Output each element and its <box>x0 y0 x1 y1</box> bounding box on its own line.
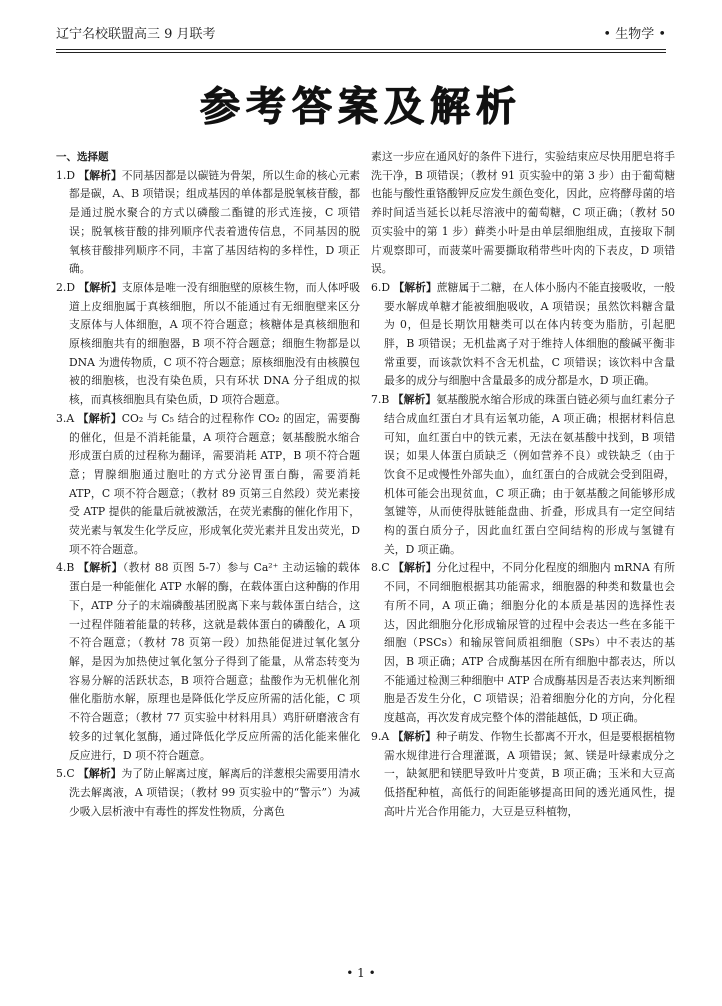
analysis-text: 支原体是唯一没有细胞壁的原核生物，而人体呼吸道上皮细胞属于真核细胞，所以不能通过有无细胞壁来区分支原体与人体细胞，A 项不符合题意；核糖体是真核细胞和原核细胞共有的细胞器，B 项不符合题意；细胞生物都是以 DNA 为遗传物质，C 项不符合题意；原核细胞没有由核膜包被的细胞核，也没有染色质，只有环状 DNA 分子组成的拟核，而真核细胞具有染色质，D 项符合题意。 <box>69 280 361 407</box>
answer-letter: B <box>381 393 390 407</box>
left-column <box>56 148 360 821</box>
analysis-tag: 【解析】 <box>78 280 122 294</box>
analysis-tag: 【解析】 <box>78 561 123 575</box>
analysis-tag: 【解析】 <box>392 729 437 743</box>
answer-item <box>371 391 675 559</box>
answer-item <box>371 559 675 727</box>
question-number: 4. <box>56 561 67 575</box>
question-number: 6. <box>371 280 382 294</box>
answer-item <box>371 279 675 391</box>
answer-letter: B <box>66 561 75 575</box>
analysis-text: （教材 88 页图 5-7）参与 Ca²⁺ 主动运输的载体蛋白是一种能催化 ATP 水解的酶，在载体蛋白这种酶的作用下，ATP 分子的末端磷酸基团脱离下来与载体蛋白结合，这一过程伴随着能量的转移，这就是载体蛋白的磷酸化，A 项不符合题意；（教材 78 页第一段）加热能促进过氧化氢分解，是因为加热使过氧化氢分子得到了能量，从常态转变为容易分解的活跃状态，B 项符合题意；盐酸作为无机催化剂催化脂肪水解，原理也是降低化学反应所需的活化能，C 项不符合题意；（教材 77 页实验中材料用具）鸡肝研磨液含有较多的过氧化氢酶，通过降低化学反应所需的活化能来催化反应进行，D 项不符合题意。 <box>69 561 360 762</box>
answer-letter: C <box>381 561 390 575</box>
analysis-tag: 【解析】 <box>393 280 437 294</box>
analysis-tag: 【解析】 <box>393 561 437 575</box>
page-title: 参考答案及解析 <box>200 84 522 130</box>
continuation-text: 素这一步应在通风好的条件下进行，实验结束应尽快用肥皂将手洗干净，B 项错误；（教材 91 页实验中的第 3 步）由于葡萄糖也能与酸性重铬酸钾反应发生颜色变化，因此，应将酵母菌的培养时间适当延长以耗尽溶液中的葡萄糖，C 项正确；（教材 50 页实验中的第 1 步）藓类小叶是由单层细胞组成，直接取下制片观察即可，而菠菜叶需要撕取稍带些叶肉的下表皮，D 项错误。 <box>371 150 675 276</box>
page-number: • 1 • <box>346 966 376 980</box>
answer-item <box>56 765 360 821</box>
answer-item <box>56 559 360 765</box>
question-number: 5. <box>56 767 67 781</box>
header-rule-thick <box>56 49 666 50</box>
section-heading: 一、选择题 <box>56 151 109 163</box>
analysis-tag: 【解析】 <box>78 168 122 182</box>
analysis-tag: 【解析】 <box>78 767 122 781</box>
answer-letter: C <box>66 767 75 781</box>
answer-item <box>56 410 360 560</box>
answer-letter: D <box>66 168 75 182</box>
answer-item <box>56 279 360 410</box>
answer-item <box>56 167 360 279</box>
analysis-text: 为了防止解离过度，解离后的洋葱根尖需要用清水洗去解离液，A 项错误；（教材 99 页实验中的“警示”）为减少吸入层析液中有毒性的挥发性物质，分离色 <box>69 767 361 818</box>
analysis-text: 氨基酸脱水缩合形成的珠蛋白链必须与血红素分子结合成血红蛋白才具有运氧功能，A 项正确；根据材料信息可知，血红蛋白中的铁元素，无法在氨基酸中找到，B 项错误；如果人体蛋白质缺乏（例如营养不良）或铁缺乏（由于饮食不足或慢性外部失血），血红蛋白的合成就会受到阻碍，机体可能会出现贫血，C 项正确；由于氨基酸之间能够形成氢键等，从而使得肽链能盘曲、折叠，形成具有一定空间结构的蛋白质分子，因此血红蛋白空间结构的形成与氢键有关，D 项正确。 <box>384 393 676 556</box>
question-number: 8. <box>371 561 382 575</box>
question-number: 3. <box>56 411 67 425</box>
analysis-text: 种子萌发、作物生长都离不开水，但是要根据植物需水规律进行合理灌溉，A 项错误；氮、镁是叶绿素成分之一，缺氮肥和镁肥导致叶片变黄，B 项正确；玉米和大豆高低搭配种植，高低行的间距能够提高田间的透光通风性，提高叶片光合作用能力，大豆是豆科植物， <box>384 729 675 818</box>
right-column <box>371 148 675 821</box>
question-number: 1. <box>56 168 67 182</box>
answer-item <box>371 728 675 822</box>
analysis-tag: 【解析】 <box>77 411 122 425</box>
answer-letter: D <box>66 280 75 294</box>
question-number: 7. <box>371 393 382 407</box>
exam-name: 辽宁名校联盟高三 9 月联考 <box>56 27 216 42</box>
answer-letter: A <box>66 411 75 425</box>
answer-letter: A <box>381 729 390 743</box>
question-number: 2. <box>56 280 67 294</box>
subject-name: • 生物学 • <box>603 27 666 42</box>
analysis-text: 分化过程中，不同分化程度的细胞内 mRNA 有所不同，不同细胞根据其功能需求，细胞器的种类和数量也会有所不同，A 项正确；细胞分化的本质是基因的选择性表达，因此细胞分化形成输尿管的过程中会表达一些在多能干细胞（PSCs）和输尿管间质祖细胞（SPs）中不表达的基因，B 项正确；ATP 合成酶基因在所有细胞中都表达，所以不能通过检测三种细胞中 ATP 合成酶基因是否表达来判断细胞是否发生分化，C 项错误；沿着细胞分化的方向，分化程度越高，再次发育成完整个体的潜能越低，D 项正确。 <box>384 561 675 725</box>
question-number: 9. <box>371 729 382 743</box>
analysis-text: CO₂ 与 C₅ 结合的过程称作 CO₂ 的固定，需要酶的催化，但是不消耗能量，A 项符合题意；氨基酸脱水缩合形成蛋白质的过程称为翻译，需要消耗 ATP，B 项不符合题意；胃腺细胞通过胞吐的方式分泌胃蛋白酶，需要消耗 ATP，C 项不符合题意；（教材 89 页第三自然段）荧光素接受 ATP 提供的能量后就被激活，在荧光素酶的催化作用下，荧光素与氧发生化学反应，形成氧化荧光素并且发出荧光，D 项不符合题意。 <box>69 411 361 556</box>
analysis-tag: 【解析】 <box>392 393 437 407</box>
answer-letter: D <box>381 280 390 294</box>
analysis-text: 不同基因都是以碳链为骨架，所以生命的核心元素都是碳，A、B 项错误；组成基因的单体都是脱氧核苷酸，都是通过脱水聚合的方式以磷酸二酯键的形式连接，C 项错误；脱氧核苷酸的排列顺序代表着遗传信息，不同基因的脱氧核苷酸排列顺序不同，丰富了基因结构的多样性，D 项正确。 <box>69 168 361 276</box>
page-header <box>56 24 666 46</box>
analysis-text: 蔗糖属于二糖，在人体小肠内不能直接吸收，一般要水解成单糖才能被细胞吸收，A 项错误；虽然饮料糖含量为 0，但是长期饮用糖类可以在体内转变为脂肪，引起肥胖，B 项错误；无机盐离子对于维持人体细胞的酸碱平衡非常重要，而该款饮料不含无机盐，C 项错误；该饮料中含量最多的成分与细胞中含量最多的成分都是水，D 项正确。 <box>384 280 676 388</box>
header-rule-thin <box>56 52 666 53</box>
